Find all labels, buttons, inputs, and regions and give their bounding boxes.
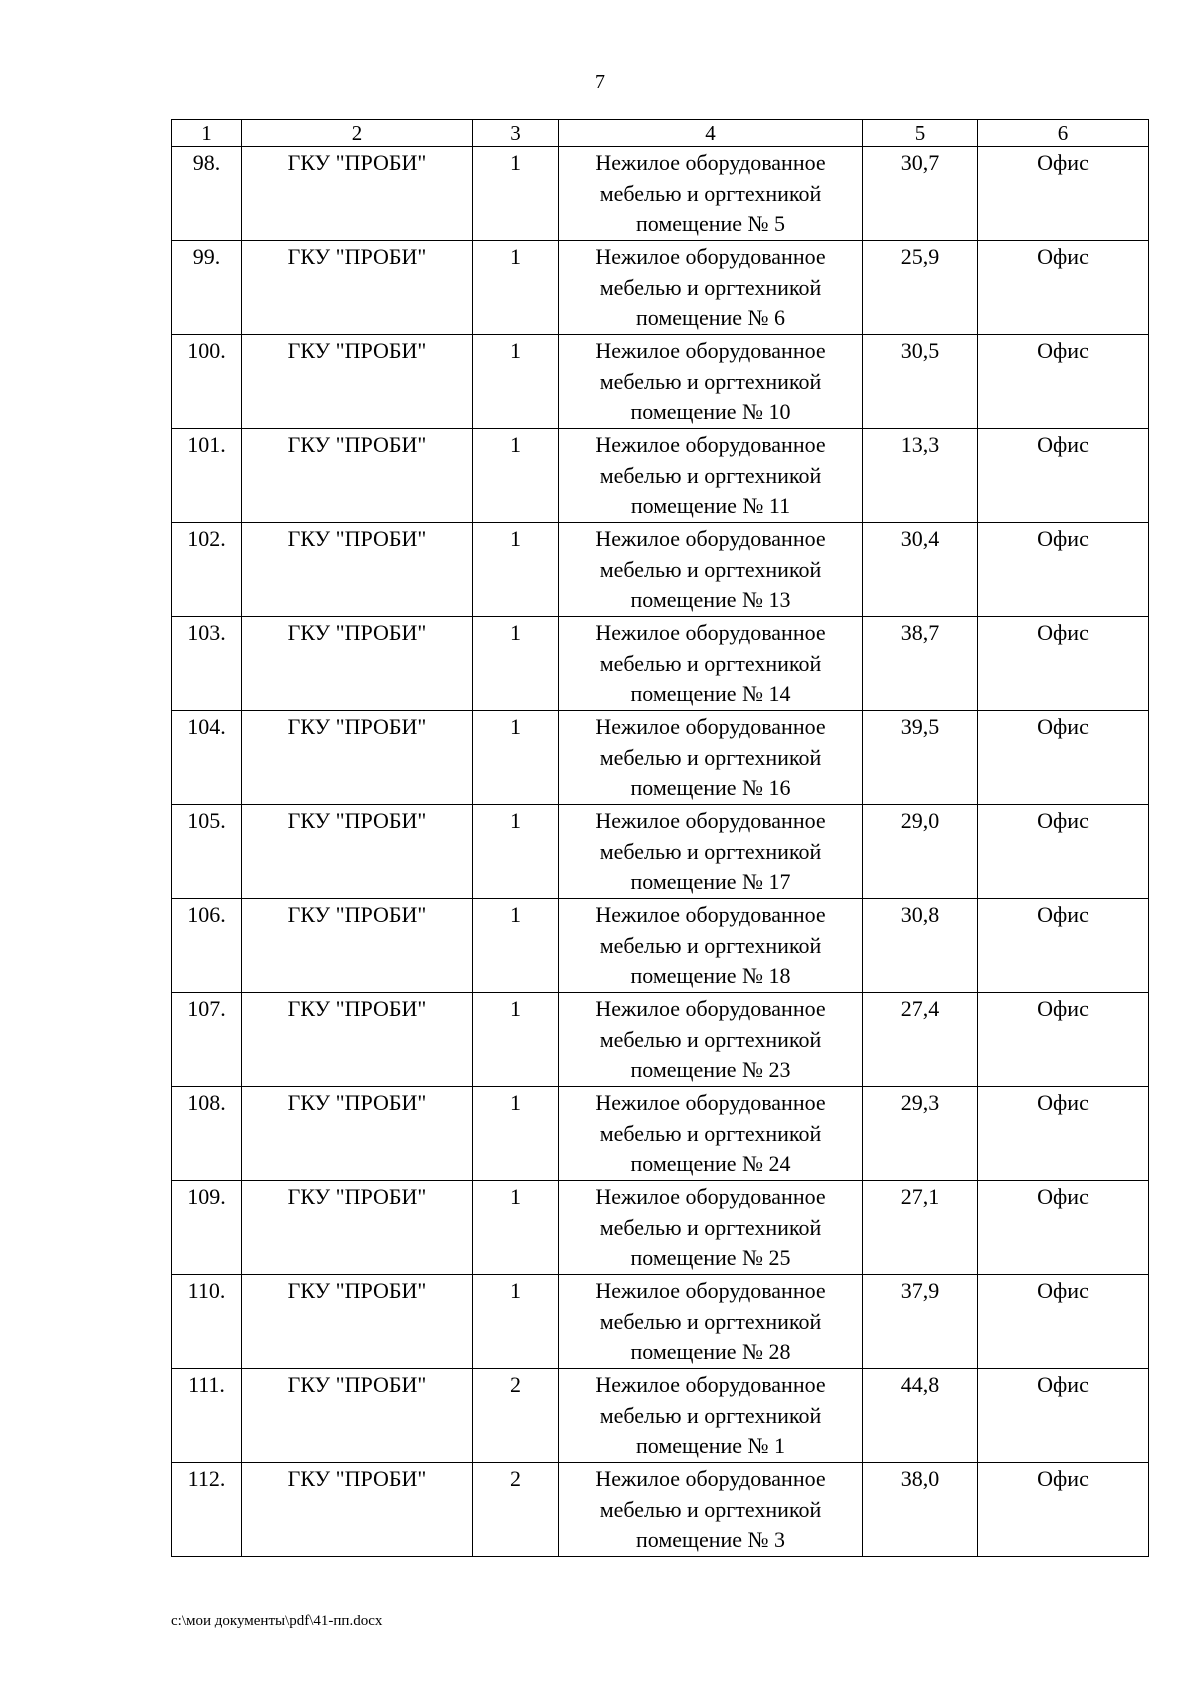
description-line: мебелью и оргтехникой	[599, 556, 822, 582]
description-line: мебелью и оргтехникой	[599, 1402, 822, 1428]
table-header	[172, 120, 1149, 147]
table-row	[172, 899, 1149, 993]
table-row	[172, 1369, 1149, 1463]
description-line: Нежилое оборудованное	[595, 244, 826, 269]
purpose-cell: Офис	[978, 1369, 1149, 1463]
area-cell: 30,5	[863, 335, 978, 429]
floor-cell: 1	[473, 1275, 559, 1369]
organization-cell: ГКУ "ПРОБИ"	[242, 241, 473, 335]
description-cell	[559, 523, 863, 617]
floor-cell: 2	[473, 1463, 559, 1557]
organization-cell: ГКУ "ПРОБИ"	[242, 805, 473, 899]
organization-cell: ГКУ "ПРОБИ"	[242, 1087, 473, 1181]
description-line: помещение № 13	[630, 587, 791, 612]
table-row	[172, 147, 1149, 241]
organization-cell: ГКУ "ПРОБИ"	[242, 899, 473, 993]
purpose-cell: Офис	[978, 711, 1149, 805]
organization-cell: ГКУ "ПРОБИ"	[242, 1275, 473, 1369]
area-cell: 30,4	[863, 523, 978, 617]
column-header-1: 1	[172, 120, 242, 147]
floor-cell: 1	[473, 523, 559, 617]
description-line: помещение № 25	[630, 1245, 791, 1270]
floor-cell: 1	[473, 617, 559, 711]
description-line: мебелью и оргтехникой	[599, 462, 822, 488]
premises-table	[171, 119, 1149, 1557]
table-row	[172, 1275, 1149, 1369]
row-number-cell: 99.	[172, 241, 242, 335]
description-line: мебелью и оргтехникой	[599, 1214, 822, 1240]
purpose-cell: Офис	[978, 1275, 1149, 1369]
description-line: Нежилое оборудованное	[595, 432, 826, 457]
table-row	[172, 429, 1149, 523]
floor-cell: 1	[473, 1087, 559, 1181]
row-number-cell: 98.	[172, 147, 242, 241]
description-cell	[559, 335, 863, 429]
description-line: мебелью и оргтехникой	[599, 744, 822, 770]
description-line: Нежилое оборудованное	[595, 1184, 826, 1209]
purpose-cell: Офис	[978, 617, 1149, 711]
floor-cell: 1	[473, 147, 559, 241]
purpose-cell: Офис	[978, 1087, 1149, 1181]
purpose-cell: Офис	[978, 1181, 1149, 1275]
area-cell: 27,4	[863, 993, 978, 1087]
area-cell: 37,9	[863, 1275, 978, 1369]
table-row	[172, 1087, 1149, 1181]
description-line: помещение № 11	[630, 493, 791, 518]
description-line: помещение № 16	[630, 775, 791, 800]
description-cell	[559, 899, 863, 993]
purpose-cell: Офис	[978, 429, 1149, 523]
area-cell: 38,7	[863, 617, 978, 711]
purpose-cell: Офис	[978, 147, 1149, 241]
purpose-cell: Офис	[978, 899, 1149, 993]
row-number-cell: 100.	[172, 335, 242, 429]
description-line: помещение № 5	[635, 211, 786, 236]
area-cell: 25,9	[863, 241, 978, 335]
purpose-cell: Офис	[978, 241, 1149, 335]
floor-cell: 1	[473, 1181, 559, 1275]
column-header-2: 2	[242, 120, 473, 147]
table-row	[172, 617, 1149, 711]
description-line: Нежилое оборудованное	[595, 1372, 826, 1397]
footer-file-path: c:\мои документы\pdf\41-пп.docx	[171, 1613, 383, 1629]
description-line: мебелью и оргтехникой	[599, 180, 822, 206]
description-line: Нежилое оборудованное	[595, 1090, 826, 1115]
description-line: мебелью и оргтехникой	[599, 1120, 822, 1146]
organization-cell: ГКУ "ПРОБИ"	[242, 523, 473, 617]
row-number-cell: 108.	[172, 1087, 242, 1181]
description-line: мебелью и оргтехникой	[599, 368, 822, 394]
description-line: помещение № 18	[630, 963, 791, 988]
organization-cell: ГКУ "ПРОБИ"	[242, 1463, 473, 1557]
floor-cell: 1	[473, 993, 559, 1087]
column-header-4: 4	[559, 120, 863, 147]
table-row	[172, 241, 1149, 335]
row-number-cell: 107.	[172, 993, 242, 1087]
description-line: мебелью и оргтехникой	[599, 1496, 822, 1522]
description-line: помещение № 3	[635, 1527, 786, 1552]
area-cell: 30,7	[863, 147, 978, 241]
purpose-cell: Офис	[978, 805, 1149, 899]
description-line: помещение № 17	[630, 869, 791, 894]
area-cell: 29,3	[863, 1087, 978, 1181]
floor-cell: 1	[473, 241, 559, 335]
page-number: 7	[595, 71, 605, 93]
description-cell	[559, 993, 863, 1087]
description-line: Нежилое оборудованное	[595, 526, 826, 551]
floor-cell: 1	[473, 335, 559, 429]
row-number-cell: 102.	[172, 523, 242, 617]
description-cell	[559, 429, 863, 523]
purpose-cell: Офис	[978, 1463, 1149, 1557]
table-row	[172, 805, 1149, 899]
floor-cell: 1	[473, 805, 559, 899]
table-row	[172, 1181, 1149, 1275]
area-cell: 38,0	[863, 1463, 978, 1557]
row-number-cell: 103.	[172, 617, 242, 711]
description-cell	[559, 147, 863, 241]
organization-cell: ГКУ "ПРОБИ"	[242, 617, 473, 711]
description-cell	[559, 1369, 863, 1463]
description-line: мебелью и оргтехникой	[599, 274, 822, 300]
area-cell: 39,5	[863, 711, 978, 805]
description-line: Нежилое оборудованное	[595, 1278, 826, 1303]
description-line: помещение № 24	[630, 1151, 791, 1176]
description-cell	[559, 1275, 863, 1369]
description-cell	[559, 241, 863, 335]
row-number-cell: 109.	[172, 1181, 242, 1275]
organization-cell: ГКУ "ПРОБИ"	[242, 993, 473, 1087]
column-header-3: 3	[473, 120, 559, 147]
description-line: Нежилое оборудованное	[595, 714, 826, 739]
description-line: мебелью и оргтехникой	[599, 932, 822, 958]
organization-cell: ГКУ "ПРОБИ"	[242, 1369, 473, 1463]
table-row	[172, 1463, 1149, 1557]
row-number-cell: 110.	[172, 1275, 242, 1369]
description-line: помещение № 1	[635, 1433, 786, 1458]
area-cell: 13,3	[863, 429, 978, 523]
area-cell: 27,1	[863, 1181, 978, 1275]
floor-cell: 1	[473, 429, 559, 523]
description-line: помещение № 6	[635, 305, 786, 330]
description-line: Нежилое оборудованное	[595, 902, 826, 927]
description-line: Нежилое оборудованное	[595, 996, 826, 1021]
floor-cell: 1	[473, 899, 559, 993]
table-row	[172, 523, 1149, 617]
description-line: мебелью и оргтехникой	[599, 838, 822, 864]
floor-cell: 2	[473, 1369, 559, 1463]
row-number-cell: 111.	[172, 1369, 242, 1463]
description-line: мебелью и оргтехникой	[599, 650, 822, 676]
organization-cell: ГКУ "ПРОБИ"	[242, 147, 473, 241]
description-line: мебелью и оргтехникой	[599, 1026, 822, 1052]
description-cell	[559, 711, 863, 805]
description-line: помещение № 23	[630, 1057, 791, 1082]
row-number-cell: 105.	[172, 805, 242, 899]
purpose-cell: Офис	[978, 335, 1149, 429]
description-line: Нежилое оборудованное	[595, 620, 826, 645]
description-line: Нежилое оборудованное	[595, 338, 826, 363]
row-number-cell: 106.	[172, 899, 242, 993]
area-cell: 30,8	[863, 899, 978, 993]
description-cell	[559, 1087, 863, 1181]
organization-cell: ГКУ "ПРОБИ"	[242, 711, 473, 805]
row-number-cell: 112.	[172, 1463, 242, 1557]
table-body	[172, 147, 1149, 1557]
table-row	[172, 711, 1149, 805]
description-line: Нежилое оборудованное	[595, 150, 826, 175]
row-number-cell: 101.	[172, 429, 242, 523]
floor-cell: 1	[473, 711, 559, 805]
description-line: Нежилое оборудованное	[595, 1466, 826, 1491]
table-row	[172, 993, 1149, 1087]
description-line: Нежилое оборудованное	[595, 808, 826, 833]
organization-cell: ГКУ "ПРОБИ"	[242, 1181, 473, 1275]
organization-cell: ГКУ "ПРОБИ"	[242, 429, 473, 523]
description-line: помещение № 10	[630, 399, 791, 424]
column-header-5: 5	[863, 120, 978, 147]
organization-cell: ГКУ "ПРОБИ"	[242, 335, 473, 429]
area-cell: 44,8	[863, 1369, 978, 1463]
header-row	[172, 120, 1149, 147]
description-cell	[559, 1463, 863, 1557]
description-cell	[559, 617, 863, 711]
purpose-cell: Офис	[978, 993, 1149, 1087]
purpose-cell: Офис	[978, 523, 1149, 617]
column-header-6: 6	[978, 120, 1149, 147]
description-line: мебелью и оргтехникой	[599, 1308, 822, 1334]
row-number-cell: 104.	[172, 711, 242, 805]
description-line: помещение № 28	[630, 1339, 791, 1364]
area-cell: 29,0	[863, 805, 978, 899]
description-cell	[559, 805, 863, 899]
description-cell	[559, 1181, 863, 1275]
table-row	[172, 335, 1149, 429]
description-line: помещение № 14	[630, 681, 791, 706]
